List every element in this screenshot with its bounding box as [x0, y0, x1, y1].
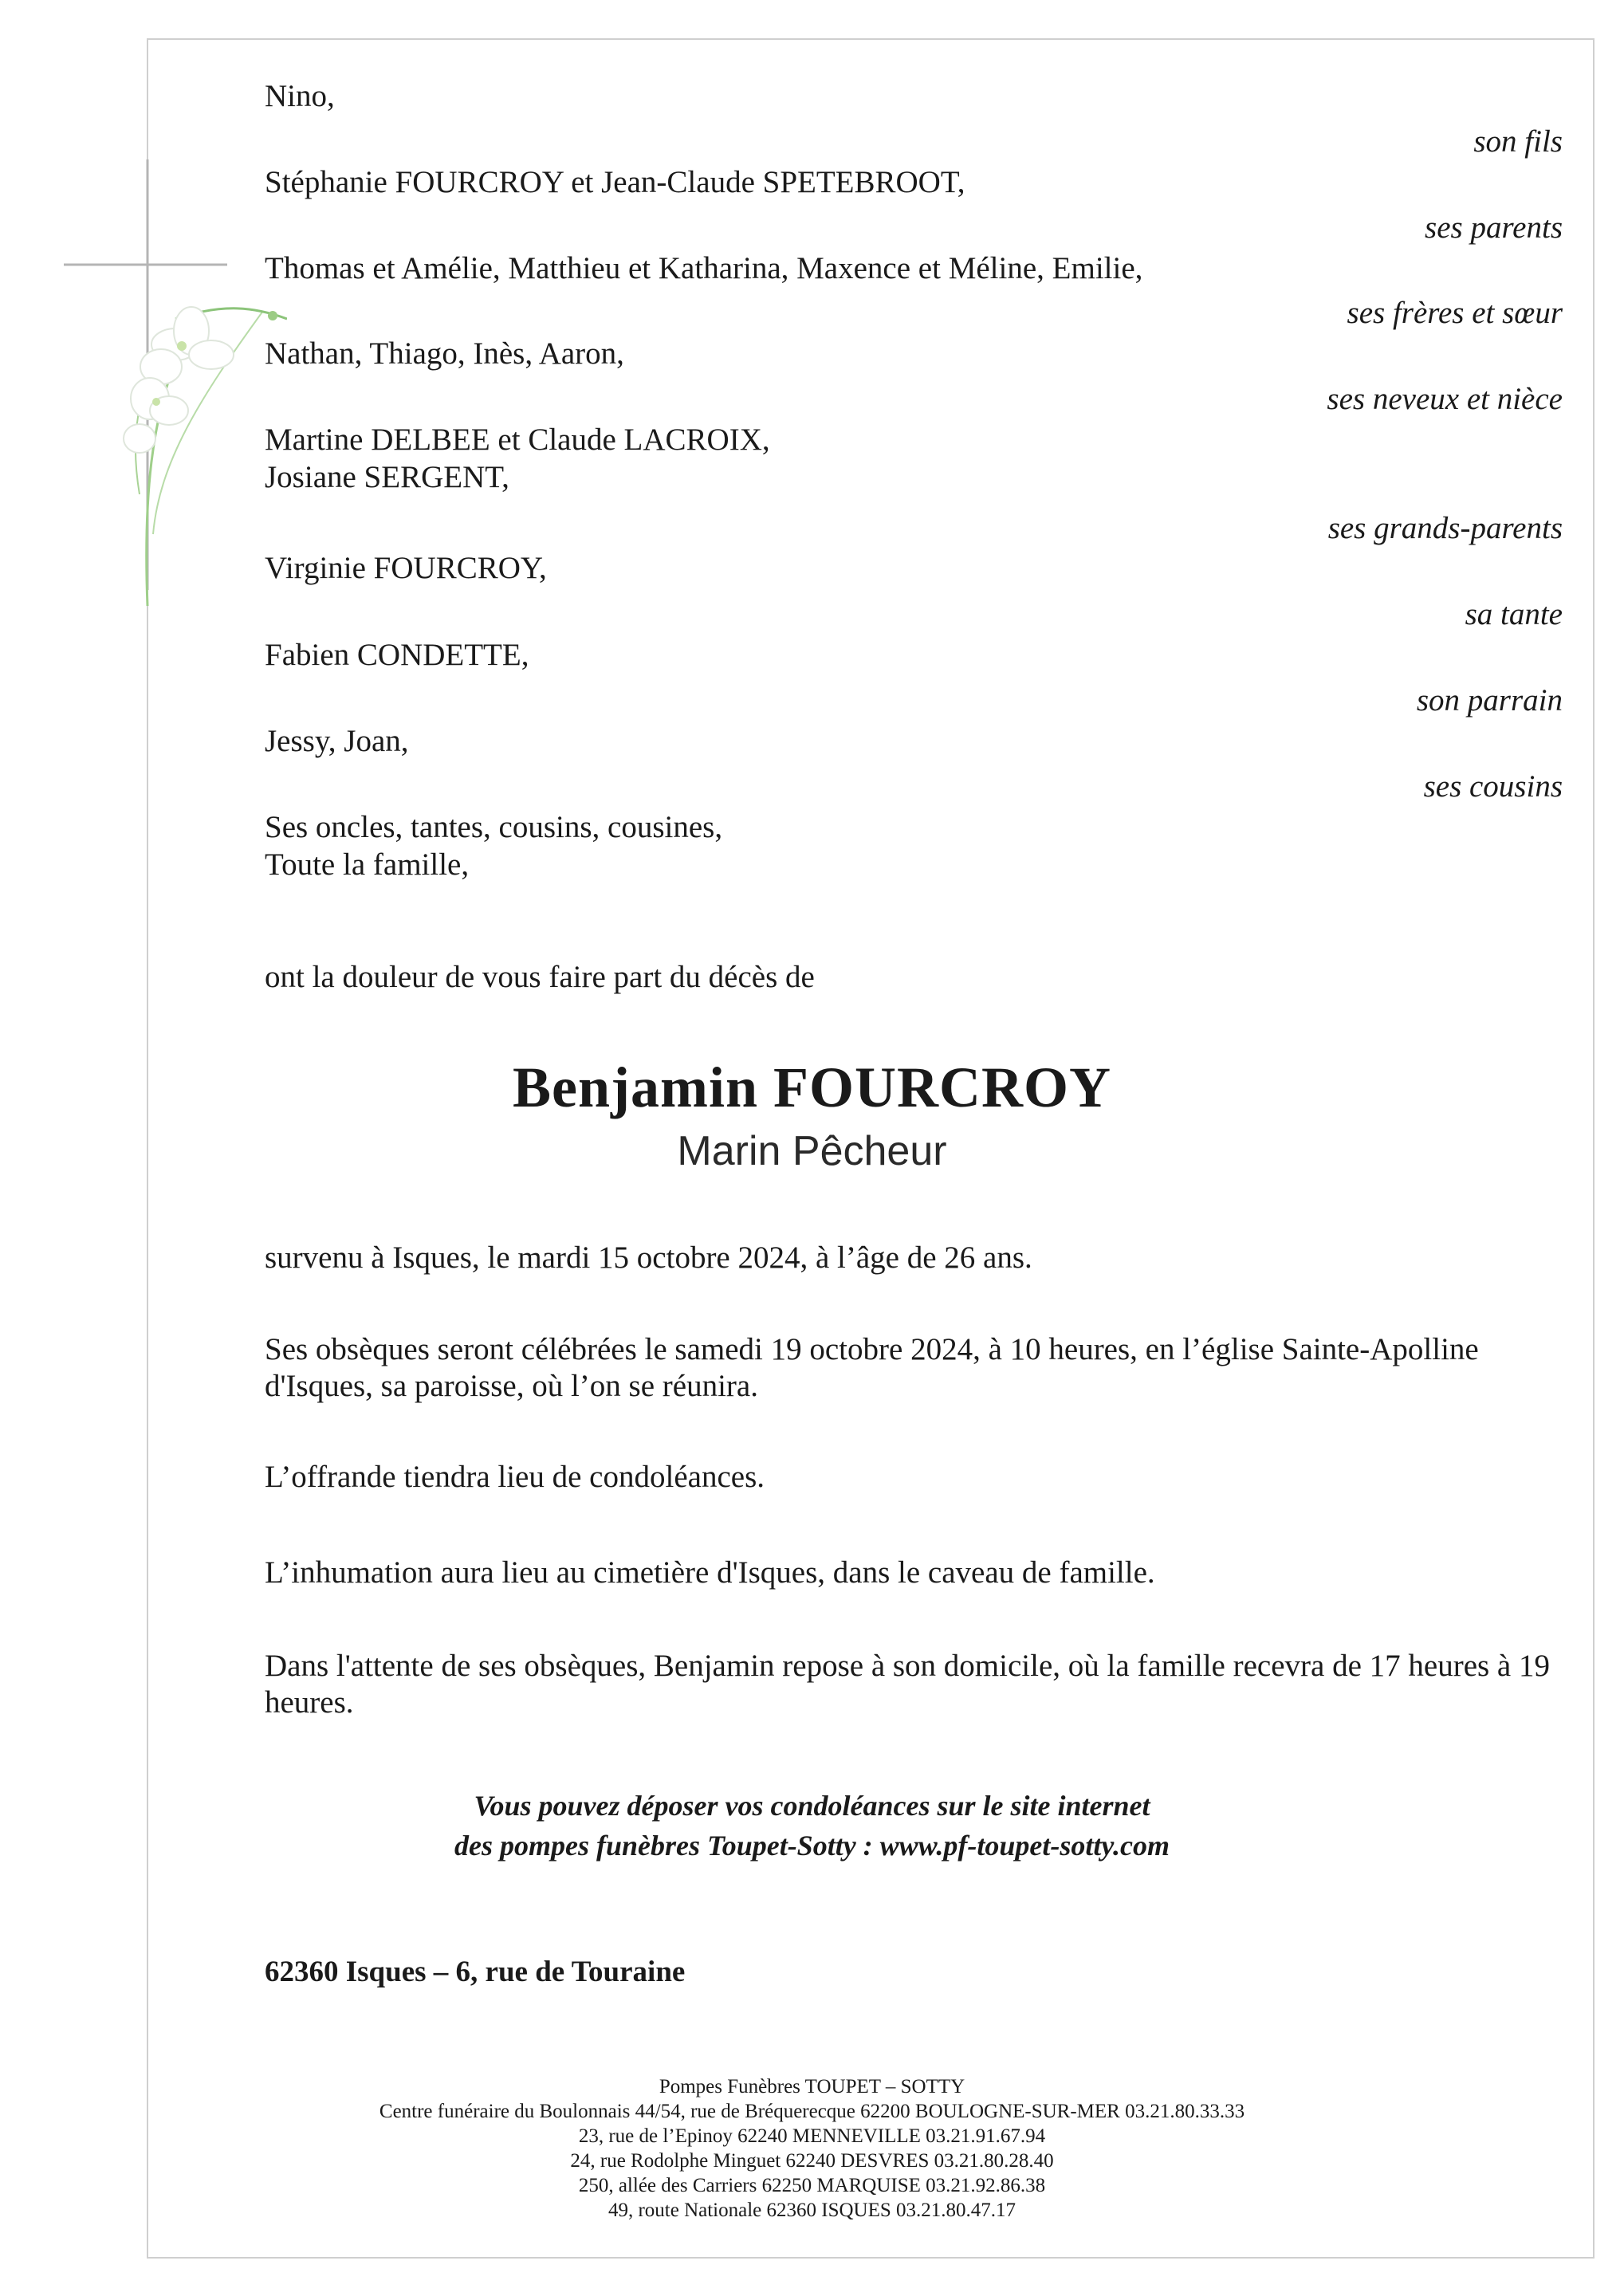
footer-line: 250, allée des Carriers 62250 MARQUISE 03.21.92.86.38: [578, 2175, 1046, 2196]
family-line: Nathan, Thiago, Inès, Aaron,: [265, 336, 624, 371]
family-line: Stéphanie FOURCROY et Jean-Claude SPETEBROOT,: [265, 165, 965, 199]
announcement-text: ont la douleur de vous faire part du décès de: [265, 960, 815, 994]
family-line: Ses oncles, tantes, cousins, cousines,: [265, 810, 723, 844]
burial-notice: L’inhumation aura lieu au cimetière d'Isques, dans le caveau de famille.: [265, 1555, 1155, 1590]
deceased-occupation: Marin Pêcheur: [677, 1128, 947, 1174]
relation-label: ses grands-parents: [1327, 511, 1563, 545]
family-line: Toute la famille,: [265, 847, 470, 882]
funeral-home-footer: [0, 2074, 1624, 2223]
family-line: Fabien CONDETTE,: [265, 638, 529, 672]
wake-notice: Dans l'attente de ses obsèques, Benjamin repose à son domicile, où la famille recevra de 17 heures à 19 heures.: [265, 1649, 1550, 1720]
family-line: Thomas et Amélie, Matthieu et Katharina, Maxence et Méline, Emilie,: [265, 251, 1143, 285]
funeral-details: Ses obsèques seront célébrées le samedi 19 octobre 2024, à 10 heures, en l’église Sainte-Apolline d'Isques, sa paroisse, où l’on se réunira.: [265, 1332, 1479, 1403]
relation-label: ses neveux et nièce: [1327, 382, 1563, 416]
footer-line: 24, rue Rodolphe Minguet 62240 DESVRES 03.21.80.28.40: [570, 2150, 1054, 2172]
family-line: Jessy, Joan,: [265, 724, 409, 758]
footer-line: Centre funéraire du Boulonnais 44/54, rue de Bréquerecque 62200 BOULOGNE-SUR-MER 03.21.80.33.33: [379, 2101, 1245, 2122]
footer-line: 23, rue de l’Epinoy 62240 MENNEVILLE 03.21.91.67.94: [578, 2125, 1046, 2147]
relation-label: sa tante: [1465, 597, 1563, 631]
cross-orchid-icon: [64, 159, 287, 606]
relation-label: ses cousins: [1423, 769, 1563, 804]
relation-label: ses parents: [1425, 210, 1563, 245]
family-line: Martine DELBEE et Claude LACROIX,: [265, 423, 770, 457]
footer-line: Pompes Funèbres TOUPET – SOTTY: [659, 2076, 965, 2097]
home-address: 62360 Isques – 6, rue de Touraine: [265, 1956, 686, 1988]
relation-label: ses frères et sœur: [1347, 296, 1563, 330]
deceased-name: Benjamin FOURCROY: [513, 1056, 1111, 1119]
family-line: Virginie FOURCROY,: [265, 551, 547, 585]
condolences-line-1: Vous pouvez déposer vos condoléances sur le site internet: [474, 1790, 1150, 1822]
family-line: Nino,: [265, 79, 335, 113]
relation-label: son fils: [1473, 124, 1563, 159]
offering-notice: L’offrande tiendra lieu de condoléances.: [265, 1460, 765, 1494]
footer-line: 49, route Nationale 62360 ISQUES 03.21.80.47.17: [608, 2200, 1016, 2221]
condolences-link[interactable]: des pompes funèbres Toupet-Sotty : www.pf-toupet-sotty.com: [454, 1830, 1170, 1862]
relation-label: son parrain: [1416, 683, 1563, 718]
death-notice: survenu à Isques, le mardi 15 octobre 2024, à l’âge de 26 ans.: [265, 1240, 1032, 1275]
family-line: Josiane SERGENT,: [265, 460, 509, 494]
